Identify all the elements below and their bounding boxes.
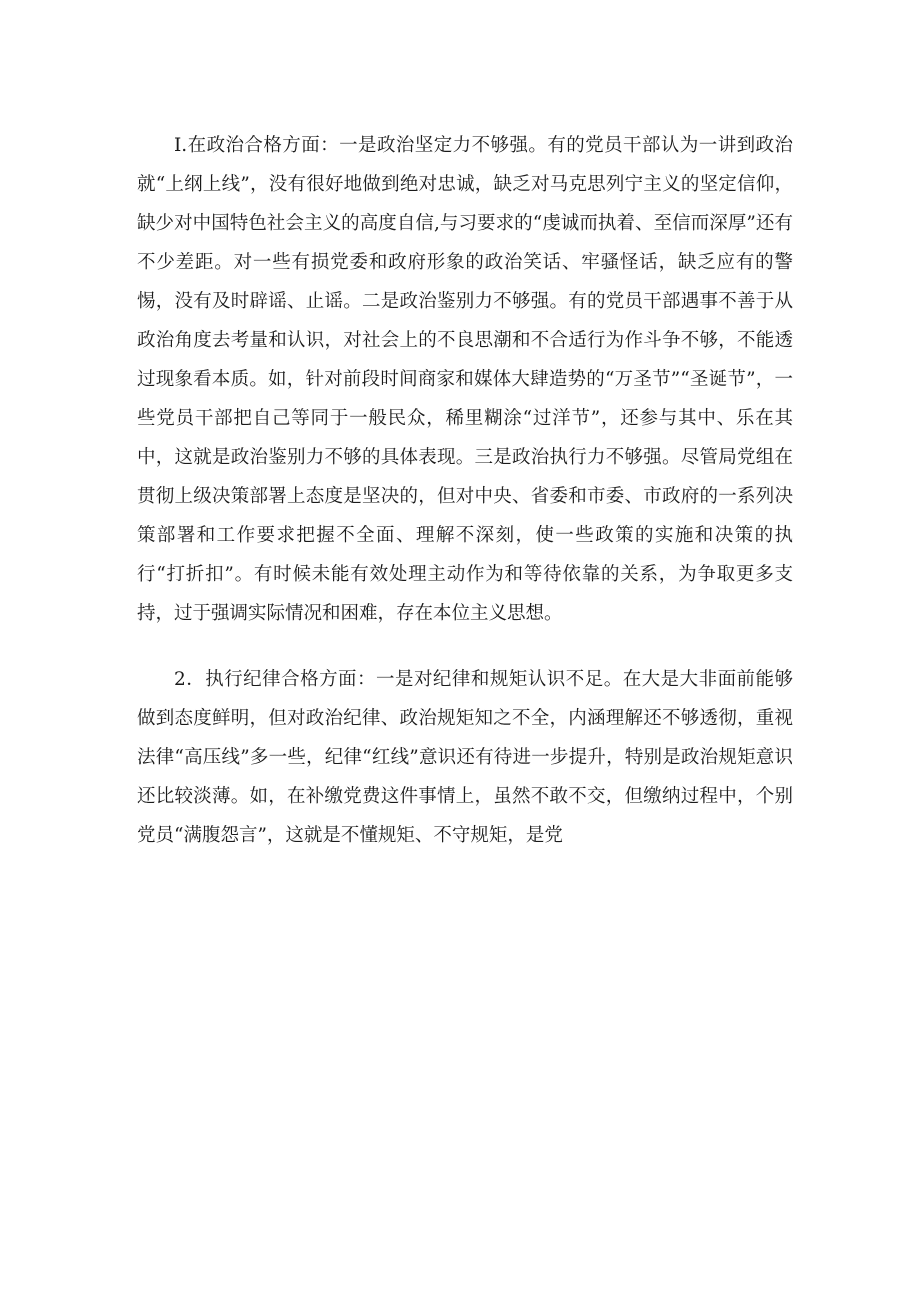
paragraph-text: 在政治合格方面：一是政治坚定力不够强。有的党员干部认为一讲到政治就“上纲上线”，没有很好地做到绝对忠诚，缺乏对马克思列宁主义的坚定信仰，缺少对中国特色社会主义的高度自信,与习要求的“虔诚而执着、至信而深厚”还有不少差距。对一些有损党委和政府形象的政治笑话、牢骚怪话，缺乏应有的警惕，没有及时辟谣、止谣。二是政治鉴别力不够强。有的党员干部遇事不善于从政治角度去考量和认识，对社会上的不良思潮和不合适行为作斗争不够，不能透过现象看本质。如，针对前段时间商家和媒体大肆造势的“万圣节”“圣诞节”，一些党员干部把自己等同于一般民众，稀里糊涂“过洋节”，还参与其中、乐在其中，这就是政治鉴别力不够的具体表现。三是政治执行力不够强。尽管局党组在贯彻上级决策部署上态度是坚决的，但对中央、省委和市委、市政府的一系列决策部署和工作要求把握不全面、理解不深刻，使一些政策的实施和决策的执行“打折扣”。有时候未能有效处理主动作为和等待依靠的关系，为争取更多支持，过于强调实际情况和困难，存在本位主义思想。 (137, 135, 793, 624)
paragraph-text: 执行纪律合格方面：一是对纪律和规矩认识不足。在大是大非面前能够做到态度鲜明，但对政治纪律、政治规矩知之不全，内涵理解还不够透彻，重视法律“高压线”多一些，纪律“红线”意识还有待进一步提升，特别是政治规矩意识还比较淡薄。如，在补缴党费这件事情上，虽然不敢不交，但缴纳过程中，个别党员“满腹怨言”，这就是不懂规矩、不守规矩，是党 (137, 669, 793, 846)
paragraph-number: I. (174, 135, 188, 156)
paragraph-political-qualification (137, 126, 793, 633)
document-body (137, 126, 793, 855)
paragraph-discipline-qualification (137, 660, 793, 855)
paragraph-number: 2． (174, 669, 206, 690)
